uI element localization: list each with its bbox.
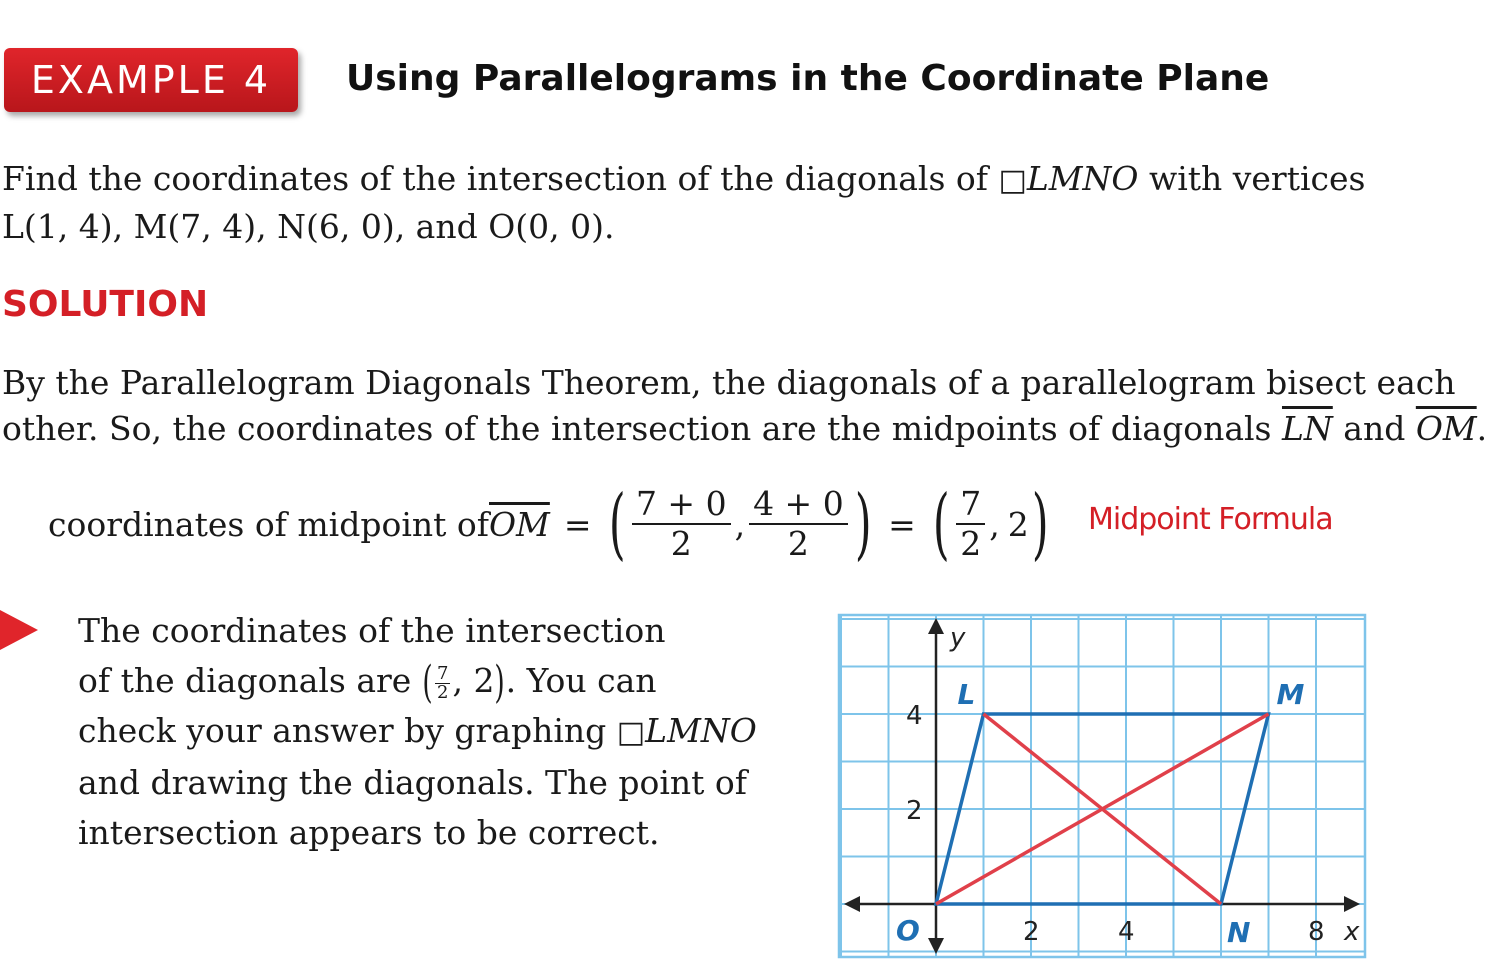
answer-line5: intersection appears to be correct. bbox=[78, 813, 660, 852]
parallelogram-symbol: □ bbox=[998, 163, 1027, 198]
midpoint-equation bbox=[48, 476, 1051, 572]
y-tick-label: 2 bbox=[906, 796, 923, 826]
y-tick-label: 4 bbox=[906, 701, 923, 731]
fraction-x-denominator: 2 bbox=[670, 524, 692, 563]
vertex-label-o: O bbox=[896, 914, 920, 947]
answer-right-paren: ) bbox=[494, 657, 506, 708]
coordinate-graph bbox=[838, 614, 1368, 960]
segment-om: $\overline{OM}$ bbox=[1415, 409, 1477, 448]
answer-fraction bbox=[435, 662, 450, 703]
y-axis-top-arrow bbox=[928, 618, 944, 634]
explanation bbox=[2, 360, 1487, 452]
right-paren: ) bbox=[854, 479, 872, 569]
midpoint-formula-note: Midpoint Formula bbox=[1088, 502, 1333, 537]
answer-y: 2 bbox=[473, 661, 495, 700]
solution-heading: SOLUTION bbox=[2, 284, 209, 325]
left-paren: ( bbox=[608, 479, 626, 569]
equals-sign: = bbox=[563, 504, 592, 544]
x-tick-label: 4 bbox=[1118, 917, 1135, 947]
x-axis-right-arrow bbox=[1344, 896, 1360, 912]
segment-ln: $\overline{LN}$ bbox=[1281, 409, 1333, 448]
example-title: Using Parallelograms in the Coordinate Plane bbox=[346, 58, 1270, 99]
vertex-label-n: N bbox=[1227, 916, 1251, 949]
explanation-line1: By the Parallelogram Diagonals Theorem, the diagonals of a parallelogram bisect each bbox=[2, 363, 1456, 402]
answer-line4: and drawing the diagonals. The point of bbox=[78, 763, 747, 802]
example-badge: EXAMPLE 4 bbox=[4, 48, 298, 112]
fraction-y bbox=[749, 485, 848, 563]
result-numerator: 7 bbox=[956, 485, 985, 525]
result-fraction bbox=[956, 485, 985, 563]
fraction-y-numerator: 4 + 0 bbox=[749, 485, 848, 525]
vertex-label-m: M bbox=[1276, 678, 1305, 711]
explanation-period: . bbox=[1476, 409, 1487, 448]
problem-statement bbox=[2, 156, 1432, 250]
result-y: 2 bbox=[1007, 504, 1029, 544]
answer-fraction-denominator: 2 bbox=[437, 681, 449, 703]
equation-segment: $\overline{OM}$ bbox=[489, 504, 550, 544]
left-paren-2: ( bbox=[932, 479, 950, 569]
fraction-y-denominator: 2 bbox=[787, 524, 809, 563]
fraction-x-numerator: 7 + 0 bbox=[632, 485, 731, 525]
x-tick-label: 2 bbox=[1023, 917, 1040, 947]
answer-line1: The coordinates of the intersection bbox=[78, 611, 666, 650]
answer-arrow-icon bbox=[0, 610, 38, 650]
problem-line2: L(1, 4), M(7, 4), N(6, 0), and O(0, 0). bbox=[2, 207, 615, 246]
answer-figure-name: LMNO bbox=[645, 711, 757, 750]
answer-text: The coordinates of the intersection of the diagonals are ( $\frac{7}{2}$ , 2). You can check your answer by graphing □LMNO and drawing the diagonals. The point of intersection appears to be correct. bbox=[78, 606, 758, 858]
x-axis-left-arrow bbox=[844, 896, 860, 912]
y-axis-label: y bbox=[950, 623, 966, 653]
answer-left-paren: ( bbox=[422, 657, 433, 708]
comma: , bbox=[734, 504, 746, 544]
answer-fraction-numerator: 7 bbox=[437, 662, 449, 684]
answer-line2-text: of the diagonals are bbox=[78, 661, 422, 700]
vertex-label-l: L bbox=[957, 678, 976, 711]
answer-line2-end: . You can bbox=[505, 661, 657, 700]
explanation-line2-text: other. So, the coordinates of the intersection are the midpoints of diagonals bbox=[2, 409, 1282, 448]
answer-line3-text: check your answer by graphing bbox=[78, 711, 617, 750]
fraction-x bbox=[632, 485, 731, 563]
result-denominator: 2 bbox=[960, 524, 982, 563]
equals-sign-2: = bbox=[888, 504, 916, 544]
comma-2: , bbox=[989, 504, 1000, 544]
x-tick-label: 8 bbox=[1308, 917, 1325, 947]
answer-parallelogram-symbol: □ bbox=[616, 715, 646, 750]
figure-name: LMNO bbox=[1026, 159, 1139, 198]
right-paren-2: ) bbox=[1031, 479, 1049, 569]
problem-line1-text: Find the coordinates of the intersection of the diagonals of bbox=[2, 159, 999, 198]
x-axis-label: x bbox=[1344, 917, 1360, 947]
explanation-and: and bbox=[1332, 409, 1416, 448]
equation-lhs: coordinates of midpoint of bbox=[48, 504, 489, 544]
problem-line1-end: with vertices bbox=[1138, 159, 1366, 198]
